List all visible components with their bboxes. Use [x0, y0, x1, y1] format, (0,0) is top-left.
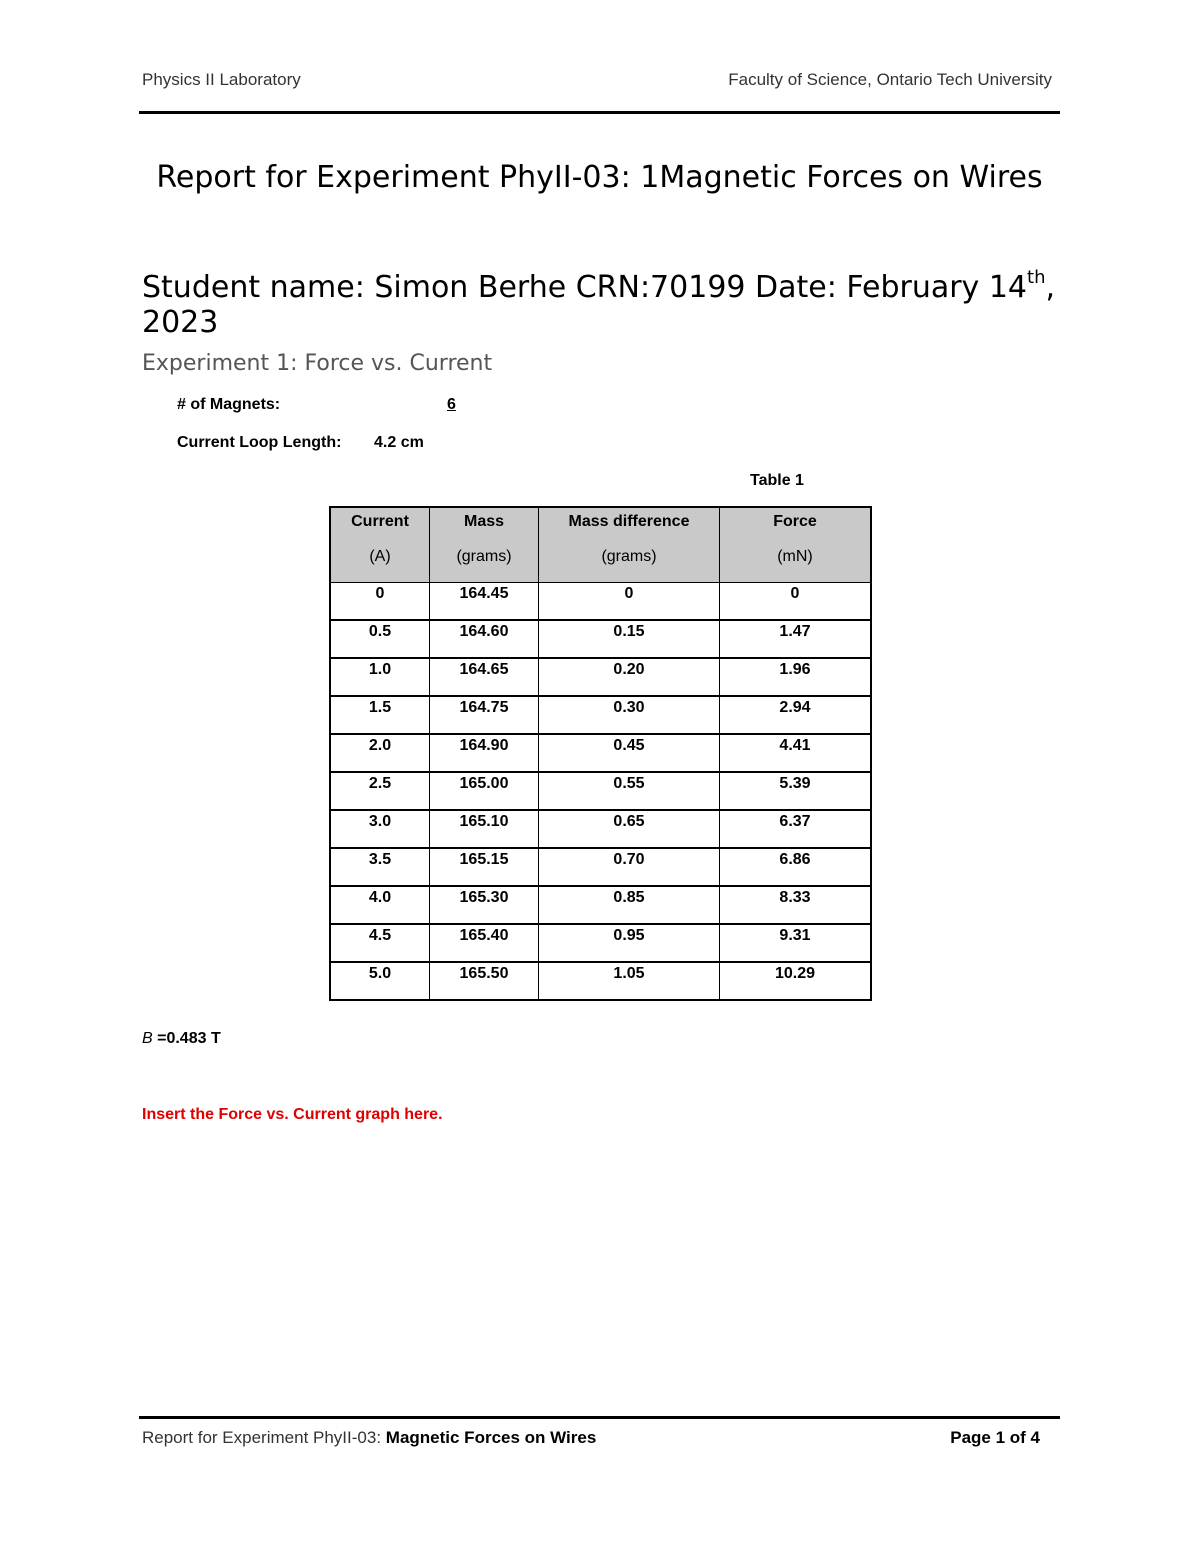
cell-force: 5.39 — [720, 772, 872, 810]
b-value: =0.483 T — [152, 1030, 221, 1047]
cell-mass: 164.90 — [430, 734, 539, 772]
table-row — [330, 734, 871, 772]
cell-mass-difference: 0.45 — [539, 734, 720, 772]
cell-mass-difference: 0.55 — [539, 772, 720, 810]
page-footer-left — [142, 1428, 596, 1448]
header-name: Mass — [463, 513, 505, 530]
table-row — [330, 886, 871, 924]
cell-force: 1.47 — [720, 620, 872, 658]
student-info-year: , 2023 — [142, 270, 1056, 340]
cell-mass: 164.60 — [430, 620, 539, 658]
cell-force: 10.29 — [720, 962, 872, 1000]
table-caption: Table 1 — [750, 472, 804, 489]
magnetic-field-result — [142, 1030, 221, 1048]
header-divider — [139, 111, 1060, 114]
footer-title: Magnetic Forces on Wires — [385, 1428, 597, 1447]
cell-current: 1.5 — [330, 696, 430, 734]
table-header-row — [330, 507, 871, 583]
cell-force: 1.96 — [720, 658, 872, 696]
cell-mass: 164.65 — [430, 658, 539, 696]
column-header-mass-difference — [539, 507, 720, 583]
cell-current: 0.5 — [330, 620, 430, 658]
magnets-value: 6 — [447, 396, 456, 413]
cell-current: 2.5 — [330, 772, 430, 810]
cell-mass: 165.15 — [430, 848, 539, 886]
cell-mass: 164.45 — [430, 583, 539, 621]
loop-length-label: Current Loop Length: — [177, 434, 342, 451]
table-row — [330, 924, 871, 962]
cell-current: 4.5 — [330, 924, 430, 962]
cell-mass-difference: 0.30 — [539, 696, 720, 734]
footer-prefix: Report for Experiment PhyII-03: — [142, 1428, 386, 1447]
cell-mass: 165.00 — [430, 772, 539, 810]
student-info-text: Student name: Simon Berhe CRN:70199 Date: February 14 — [142, 270, 1028, 305]
cell-current: 1.0 — [330, 658, 430, 696]
column-header-current — [330, 507, 430, 583]
cell-force: 9.31 — [720, 924, 872, 962]
student-info — [142, 267, 1082, 340]
cell-force: 6.86 — [720, 848, 872, 886]
column-header-mass — [430, 507, 539, 583]
cell-mass-difference: 0.65 — [539, 810, 720, 848]
cell-mass: 165.10 — [430, 810, 539, 848]
cell-current: 3.5 — [330, 848, 430, 886]
page-number: Page 1 of 4 — [950, 1428, 1040, 1447]
magnets-label: # of Magnets: — [177, 396, 281, 413]
b-symbol: B — [142, 1030, 153, 1047]
cell-mass: 165.40 — [430, 924, 539, 962]
table-row — [330, 810, 871, 848]
cell-mass: 164.75 — [430, 696, 539, 734]
cell-force: 6.37 — [720, 810, 872, 848]
footer-divider — [139, 1416, 1060, 1419]
cell-current: 2.0 — [330, 734, 430, 772]
page-header-right: Faculty of Science, Ontario Tech University — [728, 70, 1052, 89]
cell-force: 4.41 — [720, 734, 872, 772]
cell-force: 2.94 — [720, 696, 872, 734]
table-row — [330, 658, 871, 696]
header-unit: (grams) — [601, 548, 657, 565]
header-name: Mass difference — [568, 513, 690, 530]
loop-length-value: 4.2 cm — [374, 434, 424, 451]
insert-graph-note: Insert the Force vs. Current graph here. — [142, 1106, 443, 1123]
header-unit: (A) — [369, 548, 391, 565]
cell-force: 0 — [720, 583, 872, 621]
experiment-heading: Experiment 1: Force vs. Current — [142, 351, 493, 376]
table-row — [330, 848, 871, 886]
cell-mass-difference: 0 — [539, 583, 720, 621]
cell-current: 4.0 — [330, 886, 430, 924]
cell-mass-difference: 0.85 — [539, 886, 720, 924]
cell-mass-difference: 0.70 — [539, 848, 720, 886]
cell-mass: 165.30 — [430, 886, 539, 924]
page-header-left: Physics II Laboratory — [142, 70, 301, 89]
cell-current: 0 — [330, 583, 430, 621]
header-name: Force — [773, 513, 817, 530]
table-row — [330, 962, 871, 1000]
header-unit: (mN) — [777, 548, 813, 565]
column-header-force — [720, 507, 872, 583]
cell-mass-difference: 0.95 — [539, 924, 720, 962]
table-row — [330, 696, 871, 734]
cell-force: 8.33 — [720, 886, 872, 924]
table-row — [330, 620, 871, 658]
table-row — [330, 583, 871, 621]
cell-current: 5.0 — [330, 962, 430, 1000]
cell-current: 3.0 — [330, 810, 430, 848]
cell-mass-difference: 0.20 — [539, 658, 720, 696]
cell-mass: 165.50 — [430, 962, 539, 1000]
report-title: Report for Experiment PhyII-03: 1Magnetic Forces on Wires — [156, 160, 1043, 195]
data-table — [329, 506, 872, 1001]
table-row — [330, 772, 871, 810]
header-name: Current — [351, 513, 409, 530]
cell-mass-difference: 0.15 — [539, 620, 720, 658]
date-suffix: th — [1027, 267, 1046, 288]
cell-mass-difference: 1.05 — [539, 962, 720, 1000]
header-unit: (grams) — [456, 548, 512, 565]
